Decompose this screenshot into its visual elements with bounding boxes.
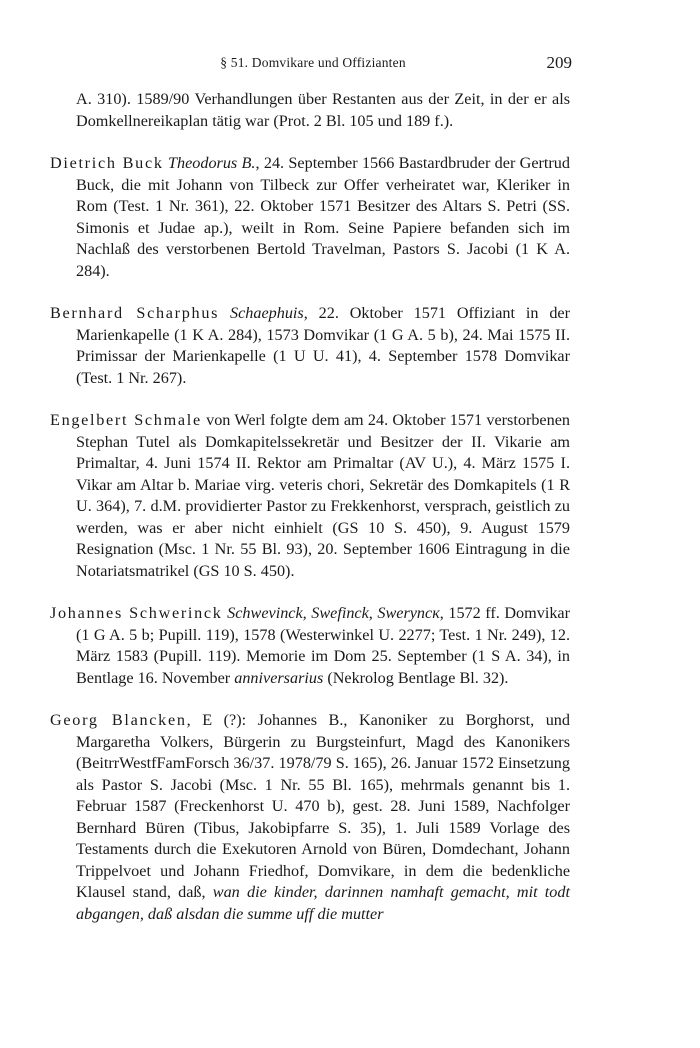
entry-name-variant: Theodorus B.	[167, 154, 256, 172]
entry-georg-blancken	[50, 710, 570, 925]
body-text	[50, 89, 570, 946]
entry-text: , E (?): Johannes B., Kanoniker zu Borghorst, und Margaretha Volkers, Bürgerin zu Burgsteinfurt, Magd des Kanonikers (BeitrrWestfFamForsch 36/37. 1978/79 S. 165), 26. Januar 1572 Einsetzung als Pastor S. Jacobi (Msc. 1 Nr. 55 Bl. 165), mehrmals genannt bis 1. Februar 1587 (Freckenhorst U. 470 b), gest. 28. Juni 1589, Nachfolger Bernhard Büren (Tibus, Jakobipfarre S. 35), 1. Juli 1589 Vorlage des Testaments durch die Exekutoren Arnold von Büren, Domdechant, Johann Trippelvoet und Johann Friedhof, Domvikare, in dem die bedenkliche Klausel stand, daß,	[76, 711, 570, 901]
entry-quotation: wan die kinder, darinnen namhaft gemacht, mit todt abgangen, daß alsdan die summe uff die mutter	[76, 883, 570, 923]
entry-text: , 1572 ff. Domvikar (1 G A. 5 b; Pupill. 119), 1578 (Westerwinkel U. 2277; Test. 1 Nr. 249), 12. März 1583 (Pupill. 119). Memorie im Dom 25. September (1 S A. 34), in Bentlage 16. November	[76, 604, 571, 687]
entry-continuation	[50, 89, 570, 132]
running-header	[0, 53, 700, 73]
entry-text: , 24. September 1566 Bastardbruder der Gertrud Buck, die mit Johann von Tilbeck zur Offer verheiratet war, Kleriker in Rom (Test. 1 Nr. 361), 22. Oktober 1571 Besitzer des Altars S. Petri (SS. Simonis et Judae ap.), weilt in Rom. Seine Papiere befanden sich im Nachlaß des verstorbenen Bertold Travelman, Pastors S. Jacobi (1 K A. 284).	[76, 154, 570, 280]
entry-engelbert-schmale	[50, 410, 570, 582]
entry-text: von Werl folgte dem am 24. Oktober 1571 verstorbenen Stephan Tutel als Domkapitelssekretär und Besitzer der II. Vikarie am Primaltar, 4. Juni 1574 II. Rektor am Primaltar (AV U.), 4. März 1575 I. Vikar am Altar b. Mariae virg. veteris chori, Sekretär des Domkapitels (1 R U. 364), 7. d.M. providierter Pastor zu Frekkenhorst, versprach, geistlich zu werden, was er aber nicht einhielt (GS 10 S. 450), 9. August 1579 Resignation (Msc. 1 Nr. 55 Bl. 93), 20. September 1606 Eintragung in die Notariatsmatrikel (GS 10 S. 450).	[76, 411, 570, 580]
entry-name: Bernhard Scharphus	[50, 304, 220, 322]
entry-name: Engelbert Schmale	[50, 411, 202, 429]
entry-name-variant: Schaephuis	[230, 304, 304, 322]
entry-text: A. 310). 1589/90 Verhandlungen über Restanten aus der Zeit, in der er als Domkellnereikaplan tätig war (Prot. 2 Bl. 105 und 189 f.).	[76, 90, 570, 130]
entry-name: Georg Blancken	[50, 711, 187, 729]
page-number: 209	[546, 53, 572, 72]
entry-dietrich-buck	[50, 153, 570, 282]
entry-name: Johannes Schwerinck	[50, 604, 223, 622]
entry-italic-term: anniversarius	[234, 668, 324, 687]
running-head-title: § 51. Domvikare und Offizianten	[220, 55, 406, 70]
entry-bernhard-scharphus	[50, 303, 570, 389]
entry-name-variant: Schwevinck, Swefinck, Sweryncк	[227, 604, 440, 622]
entry-text: , 22. Oktober 1571 Offiziant in der Marienkapelle (1 K A. 284), 1573 Domvikar (1 G A. 5 b), 24. Mai 1575 II. Primissar der Marienkapelle (1 U U. 41), 4. September 1578 Domvikar (Test. 1 Nr. 267).	[76, 304, 570, 387]
entry-text-after: (Nekrolog Bentlage Bl. 32).	[323, 668, 509, 687]
entry-johannes-schwerinck	[50, 603, 570, 689]
entry-name: Dietrich Buck	[50, 154, 164, 172]
